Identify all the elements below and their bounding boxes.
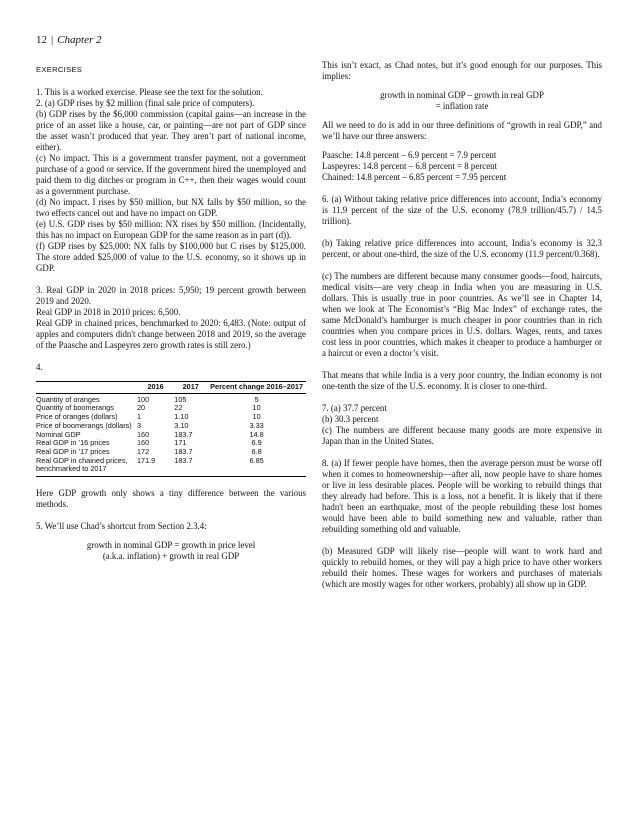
inflation-equation-line1: growth in nominal GDP – growth in real GDP — [380, 90, 544, 100]
answer-8b: (b) Measured GDP will likely rise—people will want to work hard and quickly to rebuild homes, or they will pay a high price to have other workers rebuild their homes. These wages for workers and purchases of materials (which are mostly wages for other workers, probably) all show up in GDP. — [322, 546, 602, 589]
cell: 172 — [136, 446, 150, 456]
cell: 14.8 — [249, 429, 264, 439]
paasche-line: Paasche: 14.8 percent – 6.9 percent = 7.9 percent — [322, 150, 497, 160]
answer-7c: (c) The numbers are different because many goods are more expensive in Japan than in the United States. — [322, 425, 602, 446]
answer-7b: (b) 30.3 percent — [322, 414, 379, 424]
answer-6b: (b) Taking relative price differences into account, India’s economy is 32.3 percent, or about one-third, the size of the U.S. economy (11.9 percent/0.368). — [322, 238, 602, 259]
cell: 183.7 — [174, 446, 193, 456]
table-row — [36, 457, 306, 474]
answer-3b: Real GDP in 2018 in 2010 prices: 6,500. — [36, 307, 181, 317]
cell: 160 — [136, 438, 150, 448]
row-label: Price of oranges (dollars) — [36, 412, 118, 422]
cell: 6.85 — [249, 455, 264, 465]
answer-5-equation-line2: (a.k.a. inflation) + growth in real GDP — [102, 551, 240, 562]
row-label: Quantity of boomerangs — [36, 403, 114, 413]
page-header — [36, 34, 102, 46]
cell: 171.9 — [136, 455, 156, 465]
row-label: Real GDP in chained prices, benchmarked to 2017 — [36, 455, 128, 474]
right-column — [322, 60, 602, 590]
answer-3c: Real GDP in chained prices, benchmarked to 2020: 6,483. (Note: output of apples and computers didn't change between 2018 and 2019, so the average of the Paasche and Laspeyres zero growth rates is still zero.) — [36, 318, 306, 350]
answer-6c: (c) The numbers are different because many consumer goods—food, haircuts, medical visits—are very cheap in India when you are measuring in U.S. dollars. This is usually true in poor countries. As we’ll see in Chapter 14, when we look at The Economist’s “Big Mac Index” of exchange rates, the same McDonald’s hamburger is much cheaper in poor countries than in rich countries when you compare prices in U.S. dollars. Wages, rents, and taxes cost less in poor countries, which makes it cheaper to produce a hamburger or a haircut or even a doctor’s visit. — [322, 271, 602, 358]
answer-2d: (d) No impact. I rises by $50 million, but NX falls by $50 million, so the two effects cancel out and have no impact on GDP. — [36, 197, 306, 218]
cell: 105 — [174, 394, 187, 404]
answer-4-note: Here GDP growth only shows a tiny difference between the various methods. — [36, 488, 306, 510]
answer-2c: (c) No impact. This is a government transfer payment, not a government purchase of a good or service. If the government hired the unemployed and paid them to dig ditches or program in C++, then their wages would count as a government purchase. — [36, 153, 306, 196]
answer-6a: 6. (a) Without taking relative price differences into account, India’s economy is 11.9 percent of the size of the U.S. economy (78.9 trillion/45.7) / 14.5 trillion). — [322, 194, 602, 226]
row-label: Quantity of oranges — [36, 394, 100, 404]
cell: 5 — [254, 394, 259, 404]
laspeyres-line: Laspeyres: 14.8 percent – 6.8 percent = 8 percent — [322, 161, 498, 171]
table-header-cell: 2016 — [137, 382, 174, 394]
answer-2a: 2. (a) GDP rises by $2 million (final sale price of computers). — [36, 98, 255, 108]
cell: 3.33 — [249, 420, 264, 430]
answer-8a: 8. (a) If fewer people have homes, then the average person must be worse off when it comes to homeownership—after all, now people have to share homes or live in less desirable places. People will be working to rebuild things that they already had before. This is a loss, not a benefit. It is likely that if there hadn't been an earthquake, most of the people rebuilding these lost homes would have been able to build something new and valuable, rather than rebuilding something old and valuable. — [322, 458, 602, 534]
row-label: Real GDP in ’17 prices — [36, 446, 110, 456]
cell: 22 — [174, 403, 183, 413]
cell: 160 — [136, 429, 150, 439]
table-header-cell: 2017 — [174, 382, 207, 394]
chained-line: Chained: 14.8 percent – 6.85 percent = 7.95 percent — [322, 172, 507, 182]
left-column — [36, 60, 306, 562]
answer-2b: (b) GDP rises by the $6,000 commission (capital gains—an increase in the price of an asset like a house, car, or painting—are not part of GDP since the asset wasn’t produced that year. They aren’t part of national income, either). — [36, 109, 306, 152]
table-header-cell — [36, 382, 137, 394]
inflation-equation-line2: = inflation rate — [435, 101, 489, 111]
shortcut-note: This isn’t exact, as Chad notes, but it’s good enough for our purposes. This implies: — [322, 60, 602, 81]
answer-4-label: 4. — [36, 362, 43, 372]
cell: 6.9 — [251, 438, 262, 448]
answer-7a: 7. (a) 37.7 percent — [322, 403, 387, 413]
answer-5-intro: 5. We’ll use Chad’s shortcut from Section 2.3.4: — [36, 521, 207, 532]
answer-2f: (f) GDP rises by $25,000: NX falls by $100,000 but C rises by $125,000. The store added $25,000 of value to the U.S. economy, so it shows up in GDP. — [36, 241, 306, 273]
header-separator: | — [51, 34, 54, 46]
answer-5-equation-line1: growth in nominal GDP = growth in price level — [86, 540, 256, 551]
row-label: Real GDP in ’16 prices — [36, 438, 110, 448]
cell: 6.8 — [251, 446, 262, 456]
answer-1: 1. This is a worked exercise. Please see the text for the solution. — [36, 87, 263, 97]
cell: 3 — [136, 420, 142, 430]
three-definitions-intro: All we need to do is add in our three definitions of “growth in real GDP,” and we’ll have our three answers: — [322, 120, 602, 141]
cell: 1.10 — [174, 412, 189, 422]
answer-6-conclusion: That means that while India is a very poor country, the Indian economy is not one-tenth the size of the U.S. economy. It is closer to one-third. — [322, 370, 602, 391]
cell: 20 — [136, 403, 146, 413]
exercises-heading: EXERCISES — [36, 65, 83, 74]
answer-2e: (e) U.S. GDP rises by $50 million: NX rises by $50 million. (Incidentally, this has no impact on European GDP for the same reason as in part (d)). — [36, 219, 306, 240]
answer-3a: 3. Real GDP in 2020 in 2018 prices: 5,950; 19 percent growth between 2019 and 2020. — [36, 285, 306, 306]
cell: 3.10 — [174, 420, 189, 430]
gdp-table — [36, 381, 306, 477]
chapter-title: Chapter 2 — [57, 34, 102, 46]
cell: 10 — [252, 403, 261, 413]
cell: 100 — [136, 394, 150, 404]
row-label: Nominal GDP — [36, 429, 81, 439]
page-number: 12 — [36, 34, 47, 46]
cell: 183.7 — [174, 429, 193, 439]
row-label: Price of boomerangs (dollars) — [36, 420, 132, 430]
cell: 183.7 — [174, 455, 193, 465]
table-header-cell: Percent change 2016–2017 — [207, 382, 306, 394]
cell: 10 — [252, 412, 261, 422]
cell: 1 — [136, 412, 142, 422]
cell: 171 — [174, 438, 187, 448]
table-header-row — [36, 382, 306, 394]
